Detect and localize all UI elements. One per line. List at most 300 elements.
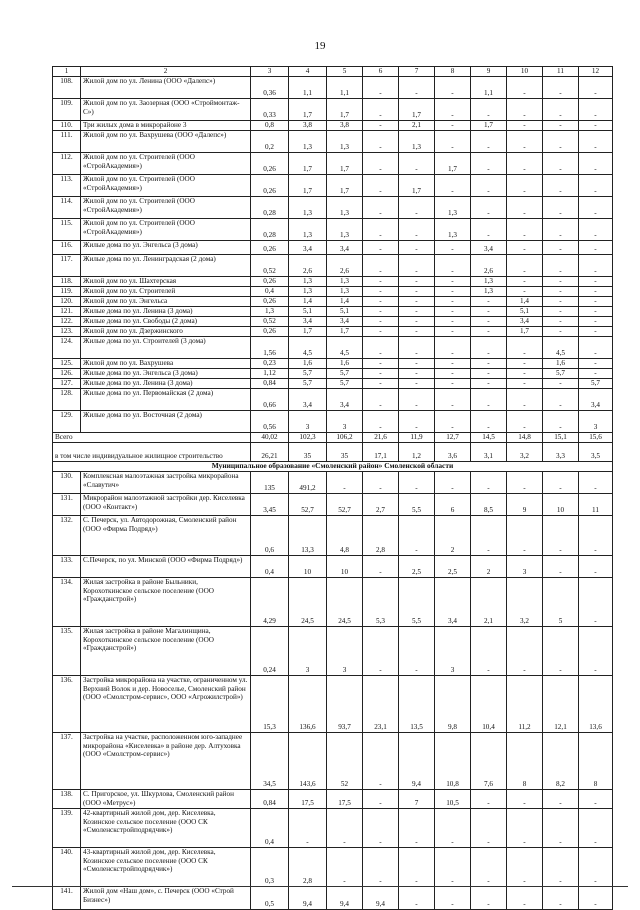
table-row [53,516,613,556]
value-cell: 14,8 [507,433,543,443]
value-cell: - [363,556,399,578]
summary-row [53,443,613,462]
value-cell: 1,3 [289,131,327,153]
value-cell: - [579,472,613,494]
value-cell: - [399,887,435,910]
section-title: Муниципальное образование «Смоленский район» Смоленской области [53,462,613,472]
value-cell: - [579,77,613,99]
value-cell: 3,4 [579,389,613,411]
table-row [53,887,613,910]
value-cell: - [471,197,507,219]
value-cell: 5,1 [289,307,327,317]
row-number: 123. [53,327,81,337]
value-cell: - [543,790,579,809]
value-cell: 4,29 [251,578,289,627]
value-cell: - [579,627,613,676]
value-cell: - [543,516,579,556]
row-number: 128. [53,389,81,411]
value-cell: 11,2 [507,676,543,733]
value-cell: 2,5 [399,556,435,578]
value-cell: - [471,627,507,676]
object-name: Застройка на участке, расположенном юго-западнее микрорайона «Киселевка» в районе дер. Алтуховка (ООО «Смолстром-сервис») [81,733,251,790]
value-cell: 7,6 [471,733,507,790]
value-cell: 24,5 [289,578,327,627]
value-cell: - [507,241,543,255]
value-cell: 52 [327,733,363,790]
table-row [53,77,613,99]
value-cell: - [543,411,579,433]
value-cell: - [579,307,613,317]
value-cell: 1,3 [471,287,507,297]
value-cell: 1,56 [251,337,289,359]
value-cell: - [399,627,435,676]
value-cell: 3,1 [471,443,507,462]
value-cell: 5,5 [399,578,435,627]
value-cell: 7 [399,790,435,809]
row-number: 136. [53,676,81,733]
summary-label: в том числе индивидуальное жилищное строительство [53,443,251,462]
table-row [53,369,613,379]
row-number: 135. [53,627,81,676]
value-cell: - [507,359,543,369]
value-cell: 10,8 [435,733,471,790]
value-cell: - [399,255,435,277]
value-cell: - [543,219,579,241]
table-row [53,627,613,676]
value-cell: 0,66 [251,389,289,411]
value-cell: 135 [251,472,289,494]
value-cell: - [507,887,543,910]
value-cell: 8 [507,733,543,790]
value-cell: 0,33 [251,99,289,121]
value-cell: 106,2 [327,433,363,443]
table-row [53,241,613,255]
value-cell: - [543,848,579,887]
value-cell: - [543,99,579,121]
value-cell: - [579,153,613,175]
value-cell: - [579,790,613,809]
value-cell: 0,26 [251,153,289,175]
value-cell: 0,24 [251,627,289,676]
value-cell: - [399,197,435,219]
value-cell: 40,02 [251,433,289,443]
value-cell: - [543,317,579,327]
value-cell: - [543,121,579,131]
value-cell: 13,6 [579,676,613,733]
value-cell: - [543,809,579,848]
value-cell: - [363,219,399,241]
value-cell: - [435,175,471,197]
value-cell: - [471,99,507,121]
row-number: 110. [53,121,81,131]
value-cell: - [471,337,507,359]
value-cell: 3,4 [435,578,471,627]
object-name: Жилые дома по ул. Строителей (3 дома) [81,337,251,359]
value-cell: 1,7 [289,175,327,197]
value-cell: 1,7 [327,327,363,337]
value-cell: 3 [435,627,471,676]
table-row [53,175,613,197]
value-cell: 15,6 [579,433,613,443]
value-cell: - [507,219,543,241]
value-cell: 1,7 [327,99,363,121]
value-cell: 93,7 [327,676,363,733]
row-number: 129. [53,411,81,433]
value-cell: - [507,389,543,411]
object-name: С.Печерск, по ул. Минской (ООО «Фирма Подряд») [81,556,251,578]
value-cell: - [363,197,399,219]
value-cell: - [363,379,399,389]
value-cell: - [363,411,399,433]
value-cell: 1,4 [327,297,363,307]
row-number: 114. [53,197,81,219]
value-cell: 12,1 [543,676,579,733]
value-cell: - [579,255,613,277]
object-name: С. Печерск, ул. Автодорожная, Смоленский район (ООО «Фирма Подряд») [81,516,251,556]
value-cell: 1,3 [289,287,327,297]
value-cell: - [579,197,613,219]
value-cell: 3,3 [543,443,579,462]
value-cell: - [543,472,579,494]
value-cell: 3,45 [251,494,289,516]
value-cell: 1,7 [289,153,327,175]
value-cell: - [399,327,435,337]
value-cell: 3 [507,556,543,578]
value-cell: - [471,516,507,556]
summary-label: Всего [53,433,251,443]
value-cell: 0,23 [251,359,289,369]
value-cell: - [435,121,471,131]
value-cell: 1,3 [399,131,435,153]
value-cell: - [543,131,579,153]
object-name: Жилой дом по ул. Вахрушева (ООО «Далепс») [81,131,251,153]
value-cell: 4,5 [543,337,579,359]
value-cell: 8,2 [543,733,579,790]
value-cell: 3 [289,627,327,676]
value-cell: 1,3 [327,131,363,153]
value-cell: 1,3 [289,197,327,219]
value-cell: 5,7 [579,379,613,389]
table-body [53,67,613,910]
row-number: 140. [53,848,81,887]
value-cell: 102,3 [289,433,327,443]
value-cell: 0,4 [251,556,289,578]
column-number: 4 [289,67,327,77]
table-row [53,556,613,578]
value-cell: - [435,77,471,99]
value-cell: 3,2 [507,443,543,462]
value-cell: 5,7 [327,379,363,389]
table-row [53,790,613,809]
value-cell: - [471,887,507,910]
value-cell: 0,4 [251,287,289,297]
value-cell: 1,2 [399,443,435,462]
value-cell: 10 [543,494,579,516]
value-cell: - [327,472,363,494]
table-row [53,379,613,389]
row-number: 124. [53,337,81,359]
value-cell: - [435,277,471,287]
table-row [53,121,613,131]
object-name: Жилой дом по ул. Строителей (ООО «СтройАкадемия») [81,197,251,219]
value-cell: 1,3 [327,219,363,241]
value-cell: 5,7 [289,369,327,379]
row-number: 111. [53,131,81,153]
value-cell: 8,5 [471,494,507,516]
row-number: 122. [53,317,81,327]
object-name: Жилой дом по ул. Строителей (ООО «СтройАкадемия») [81,175,251,197]
value-cell: - [435,297,471,307]
value-cell: 24,5 [327,578,363,627]
value-cell: 1,1 [289,77,327,99]
value-cell: - [543,307,579,317]
object-name: Жилой дом по ул. Строителей (ООО «СтройАкадемия») [81,219,251,241]
value-cell: - [543,887,579,910]
value-cell: - [579,131,613,153]
value-cell: - [579,317,613,327]
value-cell: - [363,277,399,287]
value-cell: - [399,809,435,848]
value-cell: - [435,307,471,317]
value-cell: - [579,578,613,627]
value-cell: 0,52 [251,255,289,277]
value-cell: 21,6 [363,433,399,443]
column-number: 9 [471,67,507,77]
value-cell: - [363,99,399,121]
value-cell: - [363,317,399,327]
value-cell: - [543,389,579,411]
value-cell: - [471,131,507,153]
row-number: 133. [53,556,81,578]
row-number: 138. [53,790,81,809]
object-name: Жилая застройка в районе Магалинщина, Корохоткинское сельское поселение (ООО «Гражданстрой») [81,627,251,676]
value-cell: - [471,153,507,175]
value-cell: - [363,369,399,379]
value-cell: 1,3 [435,197,471,219]
value-cell: - [399,379,435,389]
value-cell: - [507,197,543,219]
value-cell: - [579,369,613,379]
object-name: Жилой дом по ул. Дзержинского [81,327,251,337]
column-number: 11 [543,67,579,77]
value-cell: - [435,887,471,910]
value-cell: - [579,175,613,197]
value-cell: 4,8 [327,516,363,556]
value-cell: 2 [471,556,507,578]
value-cell: - [507,379,543,389]
column-number: 2 [81,67,251,77]
value-cell: 0,2 [251,131,289,153]
value-cell: - [507,287,543,297]
value-cell: - [471,327,507,337]
table-row [53,578,613,627]
value-cell: - [399,219,435,241]
column-number: 5 [327,67,363,77]
value-cell: - [507,848,543,887]
row-number: 118. [53,277,81,287]
value-cell: 17,5 [327,790,363,809]
value-cell: 0,26 [251,241,289,255]
value-cell: 1,7 [435,153,471,175]
value-cell: 0,28 [251,197,289,219]
value-cell: - [435,327,471,337]
value-cell: - [399,472,435,494]
value-cell: 0,56 [251,411,289,433]
value-cell: - [435,287,471,297]
value-cell: 52,7 [327,494,363,516]
value-cell: 3,4 [327,317,363,327]
value-cell: - [471,809,507,848]
row-number: 113. [53,175,81,197]
value-cell: - [579,241,613,255]
value-cell: - [543,255,579,277]
value-cell: - [579,337,613,359]
value-cell: 5,7 [289,379,327,389]
object-name: Жилой дом по ул. Строителей (ООО «СтройАкадемия») [81,153,251,175]
value-cell: 10,5 [435,790,471,809]
table-row [53,848,613,887]
table-row [53,255,613,277]
value-cell: - [435,337,471,359]
value-cell: - [363,307,399,317]
value-cell: 26,21 [251,443,289,462]
value-cell: - [471,219,507,241]
value-cell: 2,6 [289,255,327,277]
value-cell: - [507,99,543,121]
value-cell: - [399,153,435,175]
value-cell: 52,7 [289,494,327,516]
value-cell: 1,7 [399,175,435,197]
value-cell: - [363,131,399,153]
value-cell: - [435,317,471,327]
value-cell: 3,5 [579,443,613,462]
value-cell: 0,26 [251,277,289,287]
object-name: Застройка микрорайона на участке, ограниченном ул. Верхний Волок и дер. Новоселье, Смоленский район (ООО «Смолстром-сервис», ООО «Агрожилстрой») [81,676,251,733]
value-cell: 0,28 [251,219,289,241]
value-cell: - [471,379,507,389]
value-cell: 1,7 [327,175,363,197]
value-cell: - [471,359,507,369]
column-number: 7 [399,67,435,77]
value-cell: 5,5 [399,494,435,516]
object-name: Жилой дом по ул. Заозерная (ООО «Строймонтаж-С») [81,99,251,121]
value-cell: 9,4 [363,887,399,910]
table-row [53,337,613,359]
value-cell: - [363,359,399,369]
table-row [53,307,613,317]
value-cell: 0,84 [251,790,289,809]
row-number: 141. [53,887,81,910]
value-cell: - [579,516,613,556]
value-cell: - [399,369,435,379]
value-cell: - [363,241,399,255]
value-cell: 3,4 [289,241,327,255]
value-cell: - [435,131,471,153]
object-name: Жилая застройка в районе Быльники, Корохоткинское сельское поселение (ООО «Гражданстрой») [81,578,251,627]
value-cell: - [471,317,507,327]
value-cell: - [471,307,507,317]
value-cell: - [579,121,613,131]
object-name: Микрорайон малоэтажной застройки дер. Киселевка (ООО «Контакт») [81,494,251,516]
value-cell: 0,5 [251,887,289,910]
value-cell: 11,9 [399,433,435,443]
value-cell: - [507,255,543,277]
value-cell: 3,8 [289,121,327,131]
row-number: 120. [53,297,81,307]
table-row [53,389,613,411]
value-cell: 1,7 [399,99,435,121]
value-cell: 2 [435,516,471,556]
value-cell: - [579,848,613,887]
value-cell: - [507,121,543,131]
value-cell: - [543,327,579,337]
value-cell: 1,7 [289,99,327,121]
value-cell: - [507,153,543,175]
row-number: 134. [53,578,81,627]
value-cell: 12,7 [435,433,471,443]
table-row [53,277,613,287]
value-cell: 1,7 [507,327,543,337]
value-cell: - [507,337,543,359]
value-cell: - [435,389,471,411]
value-cell: 35 [289,443,327,462]
column-number: 1 [53,67,81,77]
object-name: Жилые дома по ул. Энгельса (3 дома) [81,369,251,379]
value-cell: 1,4 [507,297,543,307]
value-cell: 5,7 [543,369,579,379]
object-name: Жилые дома по ул. Первомайская (2 дома) [81,389,251,411]
value-cell: 4,5 [289,337,327,359]
value-cell: 17,5 [289,790,327,809]
value-cell: 1,3 [251,307,289,317]
value-cell: 3 [327,627,363,676]
column-number: 6 [363,67,399,77]
row-number: 126. [53,369,81,379]
value-cell: - [363,121,399,131]
row-number: 115. [53,219,81,241]
value-cell: - [327,809,363,848]
value-cell: 5,1 [507,307,543,317]
row-number: 125. [53,359,81,369]
value-cell: - [363,327,399,337]
object-name: С. Пригорское, ул. Шкурлова, Смоленский район (ООО «Метрус») [81,790,251,809]
row-number: 117. [53,255,81,277]
value-cell: - [435,379,471,389]
value-cell: - [399,77,435,99]
value-cell: - [363,848,399,887]
value-cell: - [363,153,399,175]
value-cell: 35 [327,443,363,462]
section-row [53,462,613,472]
value-cell: - [435,359,471,369]
value-cell: - [363,733,399,790]
value-cell: - [579,809,613,848]
row-number: 131. [53,494,81,516]
value-cell: 0,26 [251,297,289,307]
value-cell: - [435,255,471,277]
value-cell: - [363,472,399,494]
row-number: 119. [53,287,81,297]
value-cell: - [471,389,507,411]
value-cell: - [435,411,471,433]
row-number: 108. [53,77,81,99]
value-cell: 1,6 [289,359,327,369]
value-cell: - [507,77,543,99]
object-name: 42-квартирный жилой дом, дер. Киселевка, Козинское сельское поселение (ООО СК «Смоленскстройподрядчик») [81,809,251,848]
value-cell: 1,7 [327,153,363,175]
value-cell: - [435,99,471,121]
value-cell: - [363,337,399,359]
